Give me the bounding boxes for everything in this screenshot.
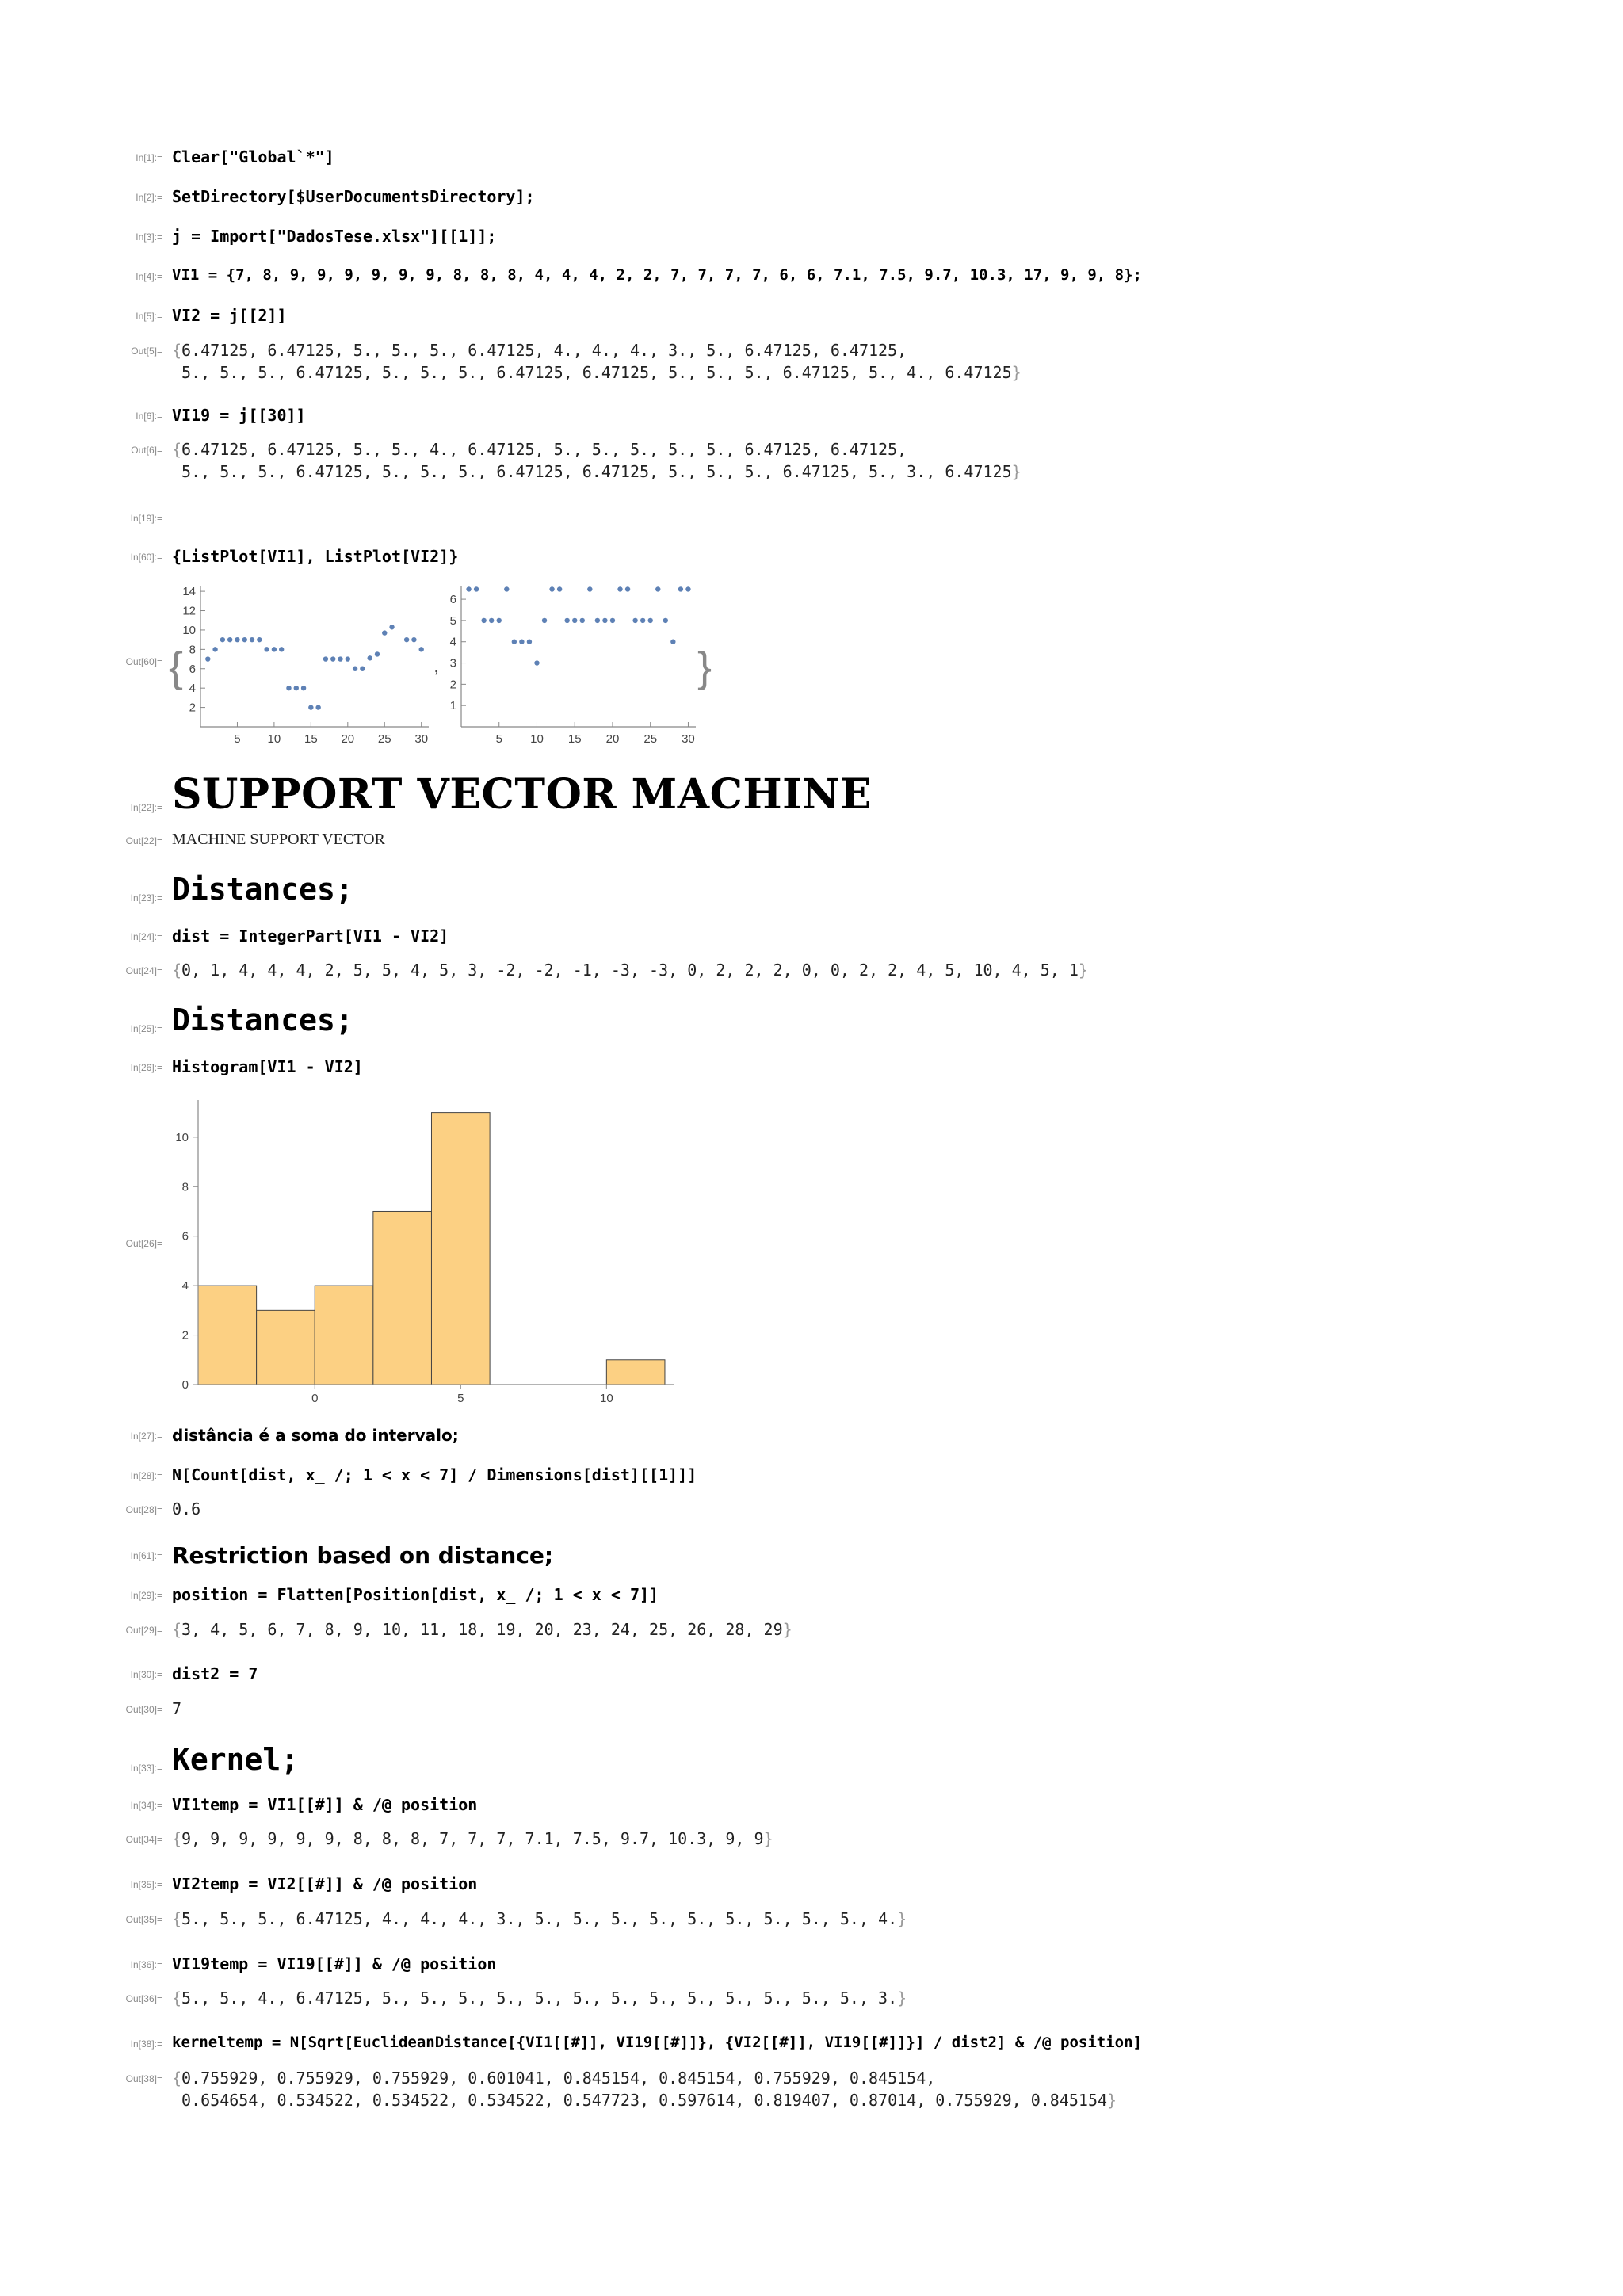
- data-point: [580, 618, 585, 623]
- input-code[interactable]: Histogram[VI1 - VI2]: [172, 1057, 363, 1076]
- data-point: [489, 618, 494, 623]
- input-code[interactable]: SetDirectory[$UserDocumentsDirectory];: [172, 187, 535, 206]
- data-point: [382, 630, 387, 635]
- data-point: [595, 618, 600, 623]
- output-line: 9, 9, 9, 9, 9, 9, 8, 8, 8, 7, 7, 7, 7.1, 7.5, 9.7, 10.3, 9, 9: [181, 1829, 764, 1848]
- y-tick-label: 6: [189, 662, 196, 676]
- y-tick-label: 4: [189, 682, 196, 696]
- input-code[interactable]: VI19 = j[[30]]: [172, 406, 306, 425]
- input-code[interactable]: dist = IntegerPart[VI1 - VI2]: [172, 926, 449, 946]
- close-brace: }: [697, 644, 712, 691]
- data-point: [610, 618, 615, 623]
- data-point: [572, 618, 577, 623]
- listplot-vi1: [182, 585, 429, 746]
- data-point: [564, 618, 569, 623]
- data-point: [235, 637, 239, 642]
- data-point: [670, 640, 675, 644]
- data-point: [389, 625, 394, 629]
- y-tick-label: 14: [182, 585, 196, 599]
- x-tick-label: 30: [682, 732, 695, 746]
- output-line: 0, 1, 4, 4, 4, 2, 5, 5, 4, 5, 3, -2, -2, -1, -3, -3, 0, 2, 2, 2, 0, 0, 2, 2, 4, 5, 10, 4, 5, 1: [181, 961, 1079, 980]
- data-point: [617, 586, 622, 591]
- data-point: [549, 586, 554, 591]
- y-tick-label: 6: [181, 1229, 189, 1244]
- histogram: [0, 1094, 1623, 1403]
- data-point: [474, 586, 479, 591]
- input-label: In[29]:=: [130, 1590, 162, 1601]
- input-code[interactable]: kerneltemp = N[Sqrt[EuclideanDistance[{VI1[[#]], VI19[[#]]}, {VI2[[#]], VI19[[#]]}] / dist2] & /@ position]: [172, 2034, 1142, 2051]
- y-tick-label: 2: [189, 701, 196, 715]
- histogram-bar: [606, 1360, 665, 1385]
- y-tick-label: 2: [449, 678, 456, 692]
- output-list: {6.47125, 6.47125, 5., 5., 4., 6.47125, 5., 5., 5., 5., 5., 6.47125, 6.47125, 5., 5., 5., 6.47125, 5., 5., 5., 6.47125, 6.47125, 5., 5., 5., 6.47125, 5., 3., 6.47125}: [172, 440, 1022, 481]
- input-label: In[3]:=: [136, 231, 162, 243]
- output-list: {5., 5., 4., 6.47125, 5., 5., 5., 5., 5., 5., 5., 5., 5., 5., 5., 5., 5., 3.}: [172, 1988, 907, 2008]
- data-point: [419, 647, 424, 651]
- data-point: [315, 705, 320, 709]
- x-tick-label: 30: [414, 732, 429, 746]
- histogram-plot: [175, 1100, 674, 1403]
- input-label: In[28]:=: [130, 1470, 162, 1481]
- x-tick-label: 10: [599, 1392, 613, 1403]
- data-point: [519, 640, 524, 644]
- data-point: [338, 656, 342, 661]
- input-label: In[33]:=: [130, 1763, 162, 1774]
- section-heading[interactable]: Restriction based on distance;: [172, 1542, 554, 1568]
- output-line: 5., 5., 5., 6.47125, 5., 5., 5., 6.47125, 6.47125, 5., 5., 5., 6.47125, 5., 3., 6.47125: [181, 462, 1012, 481]
- x-tick-label: 20: [605, 732, 620, 746]
- data-point: [602, 618, 607, 623]
- separator-comma: ,: [433, 653, 440, 677]
- output-label: Out[6]=: [131, 445, 162, 456]
- output-list: {0.755929, 0.755929, 0.755929, 0.601041, 0.845154, 0.845154, 0.755929, 0.845154, 0.654654, 0.534522, 0.534522, 0.534522, 0.547723, 0.597614, 0.819407, 0.87014, 0.755929, 0.845154}: [172, 2069, 1117, 2110]
- y-tick-label: 12: [182, 604, 196, 618]
- input-label: In[1]:=: [136, 152, 162, 163]
- output-label: Out[26]=: [125, 1238, 162, 1249]
- input-label: In[34]:=: [130, 1800, 162, 1811]
- listplot-pair: [0, 579, 1623, 753]
- input-code[interactable]: N[Count[dist, x_ /; 1 < x < 7] / Dimensions[dist][[1]]]: [172, 1465, 697, 1484]
- input-label: In[24]:=: [130, 931, 162, 942]
- input-code[interactable]: VI19temp = VI19[[#]] & /@ position: [172, 1954, 497, 1973]
- data-point: [481, 618, 486, 623]
- data-point: [242, 637, 247, 642]
- y-tick-label: 5: [449, 613, 456, 628]
- output-label: Out[30]=: [125, 1704, 162, 1715]
- data-point: [264, 647, 269, 651]
- y-tick-label: 10: [175, 1130, 189, 1144]
- data-point: [375, 651, 380, 656]
- input-label: In[23]:=: [130, 892, 162, 904]
- data-point: [250, 637, 254, 642]
- histogram-bar: [315, 1286, 373, 1385]
- data-point: [497, 618, 502, 623]
- histogram-bar: [373, 1211, 432, 1385]
- input-label: In[27]:=: [130, 1431, 162, 1442]
- input-label: In[36]:=: [130, 1959, 162, 1970]
- input-code[interactable]: VI2 = j[[2]]: [172, 306, 287, 325]
- output-label: Out[38]=: [125, 2073, 162, 2084]
- input-label: In[22]:=: [130, 802, 162, 813]
- input-label: In[30]:=: [130, 1669, 162, 1680]
- output-line: 5., 5., 4., 6.47125, 5., 5., 5., 5., 5., 5., 5., 5., 5., 5., 5., 5., 5., 3.: [181, 1988, 898, 2008]
- output-list: {6.47125, 6.47125, 5., 5., 5., 6.47125, 4., 4., 4., 3., 5., 6.47125, 6.47125, 5., 5., 5., 6.47125, 5., 5., 5., 6.47125, 6.47125, 5., 5., 5., 6.47125, 5., 4., 6.47125}: [172, 341, 1022, 382]
- section-heading[interactable]: Kernel;: [172, 1742, 300, 1777]
- data-point: [330, 656, 335, 661]
- data-point: [353, 667, 357, 671]
- data-point: [308, 705, 313, 709]
- input-text[interactable]: distância é a soma do intervalo;: [172, 1426, 459, 1445]
- data-point: [527, 640, 532, 644]
- x-tick-label: 0: [311, 1392, 319, 1403]
- x-tick-label: 10: [530, 732, 544, 746]
- output-value: 7: [172, 1699, 182, 1718]
- input-label: In[61]:=: [130, 1550, 162, 1561]
- input-code[interactable]: VI2temp = VI2[[#]] & /@ position: [172, 1874, 478, 1893]
- x-tick-label: 5: [457, 1392, 464, 1403]
- output-line: 5., 5., 5., 6.47125, 4., 4., 4., 3., 5., 5., 5., 5., 5., 5., 5., 5., 5., 4.: [181, 1909, 898, 1928]
- data-point: [640, 618, 645, 623]
- data-point: [220, 637, 225, 642]
- input-label: In[4]:=: [136, 271, 162, 282]
- section-title[interactable]: SUPPORT VECTOR MACHINE: [172, 770, 873, 819]
- data-point: [632, 618, 637, 623]
- output-label: Out[29]=: [125, 1625, 162, 1636]
- data-point: [286, 686, 291, 690]
- data-point: [411, 637, 416, 642]
- listplot-vi2: [450, 586, 696, 746]
- y-tick-label: 8: [181, 1180, 189, 1194]
- data-point: [663, 618, 668, 623]
- output-label: Out[22]=: [125, 835, 162, 846]
- section-heading[interactable]: Distances;: [172, 872, 353, 907]
- data-point: [557, 586, 562, 591]
- output-line: 6.47125, 6.47125, 5., 5., 5., 6.47125, 4., 4., 4., 3., 5., 6.47125, 6.47125,: [181, 341, 907, 360]
- output-list: {9, 9, 9, 9, 9, 9, 8, 8, 8, 7, 7, 7, 7.1, 7.5, 9.7, 10.3, 9, 9}: [172, 1829, 773, 1848]
- y-tick-label: 4: [449, 635, 456, 649]
- data-point: [323, 656, 328, 661]
- y-tick-label: 3: [449, 656, 456, 670]
- input-code[interactable]: Clear["Global`*"]: [172, 147, 334, 166]
- output-text: MACHINE SUPPORT VECTOR: [172, 831, 385, 848]
- input-label: In[5]:=: [136, 311, 162, 322]
- output-label: Out[28]=: [125, 1504, 162, 1515]
- output-value: 0.6: [172, 1499, 201, 1519]
- y-tick-label: 8: [189, 643, 196, 657]
- input-label: In[60]:=: [130, 552, 162, 563]
- x-tick-label: 15: [567, 732, 582, 746]
- output-label: Out[34]=: [125, 1834, 162, 1845]
- histogram-bar: [257, 1310, 315, 1385]
- y-tick-label: 0: [181, 1378, 189, 1392]
- x-tick-label: 25: [643, 732, 658, 746]
- x-tick-label: 5: [234, 732, 241, 746]
- data-point: [257, 637, 262, 642]
- input-code[interactable]: position = Flatten[Position[dist, x_ /; 1 < x < 7]]: [172, 1585, 659, 1604]
- output-line: 0.755929, 0.755929, 0.755929, 0.601041, 0.845154, 0.845154, 0.755929, 0.845154,: [181, 2069, 936, 2088]
- histogram-bar: [198, 1286, 257, 1385]
- data-point: [294, 686, 299, 690]
- data-point: [346, 656, 350, 661]
- data-point: [648, 618, 653, 623]
- input-label: In[19]:=: [130, 513, 162, 524]
- output-line: 0.654654, 0.534522, 0.534522, 0.534522, 0.547723, 0.597614, 0.819407, 0.87014, 0.755929, 0.845154: [181, 2091, 1108, 2110]
- data-point: [367, 655, 372, 660]
- data-point: [625, 586, 630, 591]
- output-label: Out[35]=: [125, 1914, 162, 1925]
- data-point: [301, 686, 306, 690]
- data-point: [685, 586, 690, 591]
- input-label: In[26]:=: [130, 1062, 162, 1073]
- output-line: 3, 4, 5, 6, 7, 8, 9, 10, 11, 18, 19, 20, 23, 24, 25, 26, 28, 29: [181, 1620, 783, 1639]
- output-list: {5., 5., 5., 6.47125, 4., 4., 4., 3., 5., 5., 5., 5., 5., 5., 5., 5., 5., 4.}: [172, 1909, 907, 1928]
- section-heading[interactable]: Distances;: [172, 1003, 353, 1037]
- output-label: Out[60]=: [125, 656, 162, 667]
- input-label: In[38]:=: [130, 2038, 162, 2050]
- data-point: [279, 647, 284, 651]
- output-line: 6.47125, 6.47125, 5., 5., 4., 6.47125, 5., 5., 5., 5., 5., 6.47125, 6.47125,: [181, 440, 907, 459]
- data-point: [678, 586, 683, 591]
- input-label: In[2]:=: [136, 192, 162, 203]
- x-tick-label: 20: [341, 732, 355, 746]
- data-point: [272, 647, 277, 651]
- data-point: [227, 637, 232, 642]
- data-point: [360, 667, 365, 671]
- y-tick-label: 4: [181, 1279, 189, 1293]
- input-label: In[35]:=: [130, 1879, 162, 1890]
- input-label: In[6]:=: [136, 411, 162, 422]
- data-point: [205, 656, 210, 661]
- data-point: [512, 640, 517, 644]
- x-tick-label: 10: [267, 732, 281, 746]
- output-label: Out[24]=: [125, 965, 162, 976]
- output-line: 5., 5., 5., 6.47125, 5., 5., 5., 6.47125, 6.47125, 5., 5., 5., 6.47125, 5., 4., 6.47125: [181, 363, 1012, 382]
- input-code[interactable]: VI1 = {7, 8, 9, 9, 9, 9, 9, 9, 8, 8, 8, 4, 4, 4, 2, 2, 7, 7, 7, 7, 6, 6, 7.1, 7.5, 9.7, 10.3, 17, 9, 9, 8};: [172, 266, 1142, 284]
- histogram-bar: [431, 1113, 490, 1385]
- y-tick-label: 1: [449, 699, 456, 713]
- data-point: [587, 586, 592, 591]
- output-list: {0, 1, 4, 4, 4, 2, 5, 5, 4, 5, 3, -2, -2, -1, -3, -3, 0, 2, 2, 2, 0, 0, 2, 2, 4, 5, 10, 4, 5, 1}: [172, 961, 1088, 980]
- y-tick-label: 2: [181, 1328, 189, 1343]
- output-label: Out[5]=: [131, 346, 162, 357]
- data-point: [534, 660, 539, 665]
- data-point: [504, 586, 509, 591]
- data-point: [542, 618, 547, 623]
- x-tick-label: 25: [377, 732, 391, 746]
- input-code[interactable]: {ListPlot[VI1], ListPlot[VI2]}: [172, 547, 459, 566]
- data-point: [404, 637, 409, 642]
- input-code[interactable]: j = Import["DadosTese.xlsx"][[1]];: [172, 227, 497, 246]
- open-brace: {: [169, 644, 184, 691]
- x-tick-label: 15: [304, 732, 318, 746]
- input-code[interactable]: dist2 = 7: [172, 1664, 258, 1683]
- data-point: [655, 586, 660, 591]
- data-point: [212, 647, 217, 651]
- output-list: {3, 4, 5, 6, 7, 8, 9, 10, 11, 18, 19, 20, 23, 24, 25, 26, 28, 29}: [172, 1620, 792, 1639]
- x-tick-label: 5: [495, 732, 502, 746]
- y-tick-label: 10: [182, 623, 196, 637]
- output-label: Out[36]=: [125, 1993, 162, 2004]
- input-label: In[25]:=: [130, 1023, 162, 1034]
- y-tick-label: 6: [449, 593, 456, 607]
- input-code[interactable]: VI1temp = VI1[[#]] & /@ position: [172, 1795, 478, 1814]
- data-point: [466, 586, 471, 591]
